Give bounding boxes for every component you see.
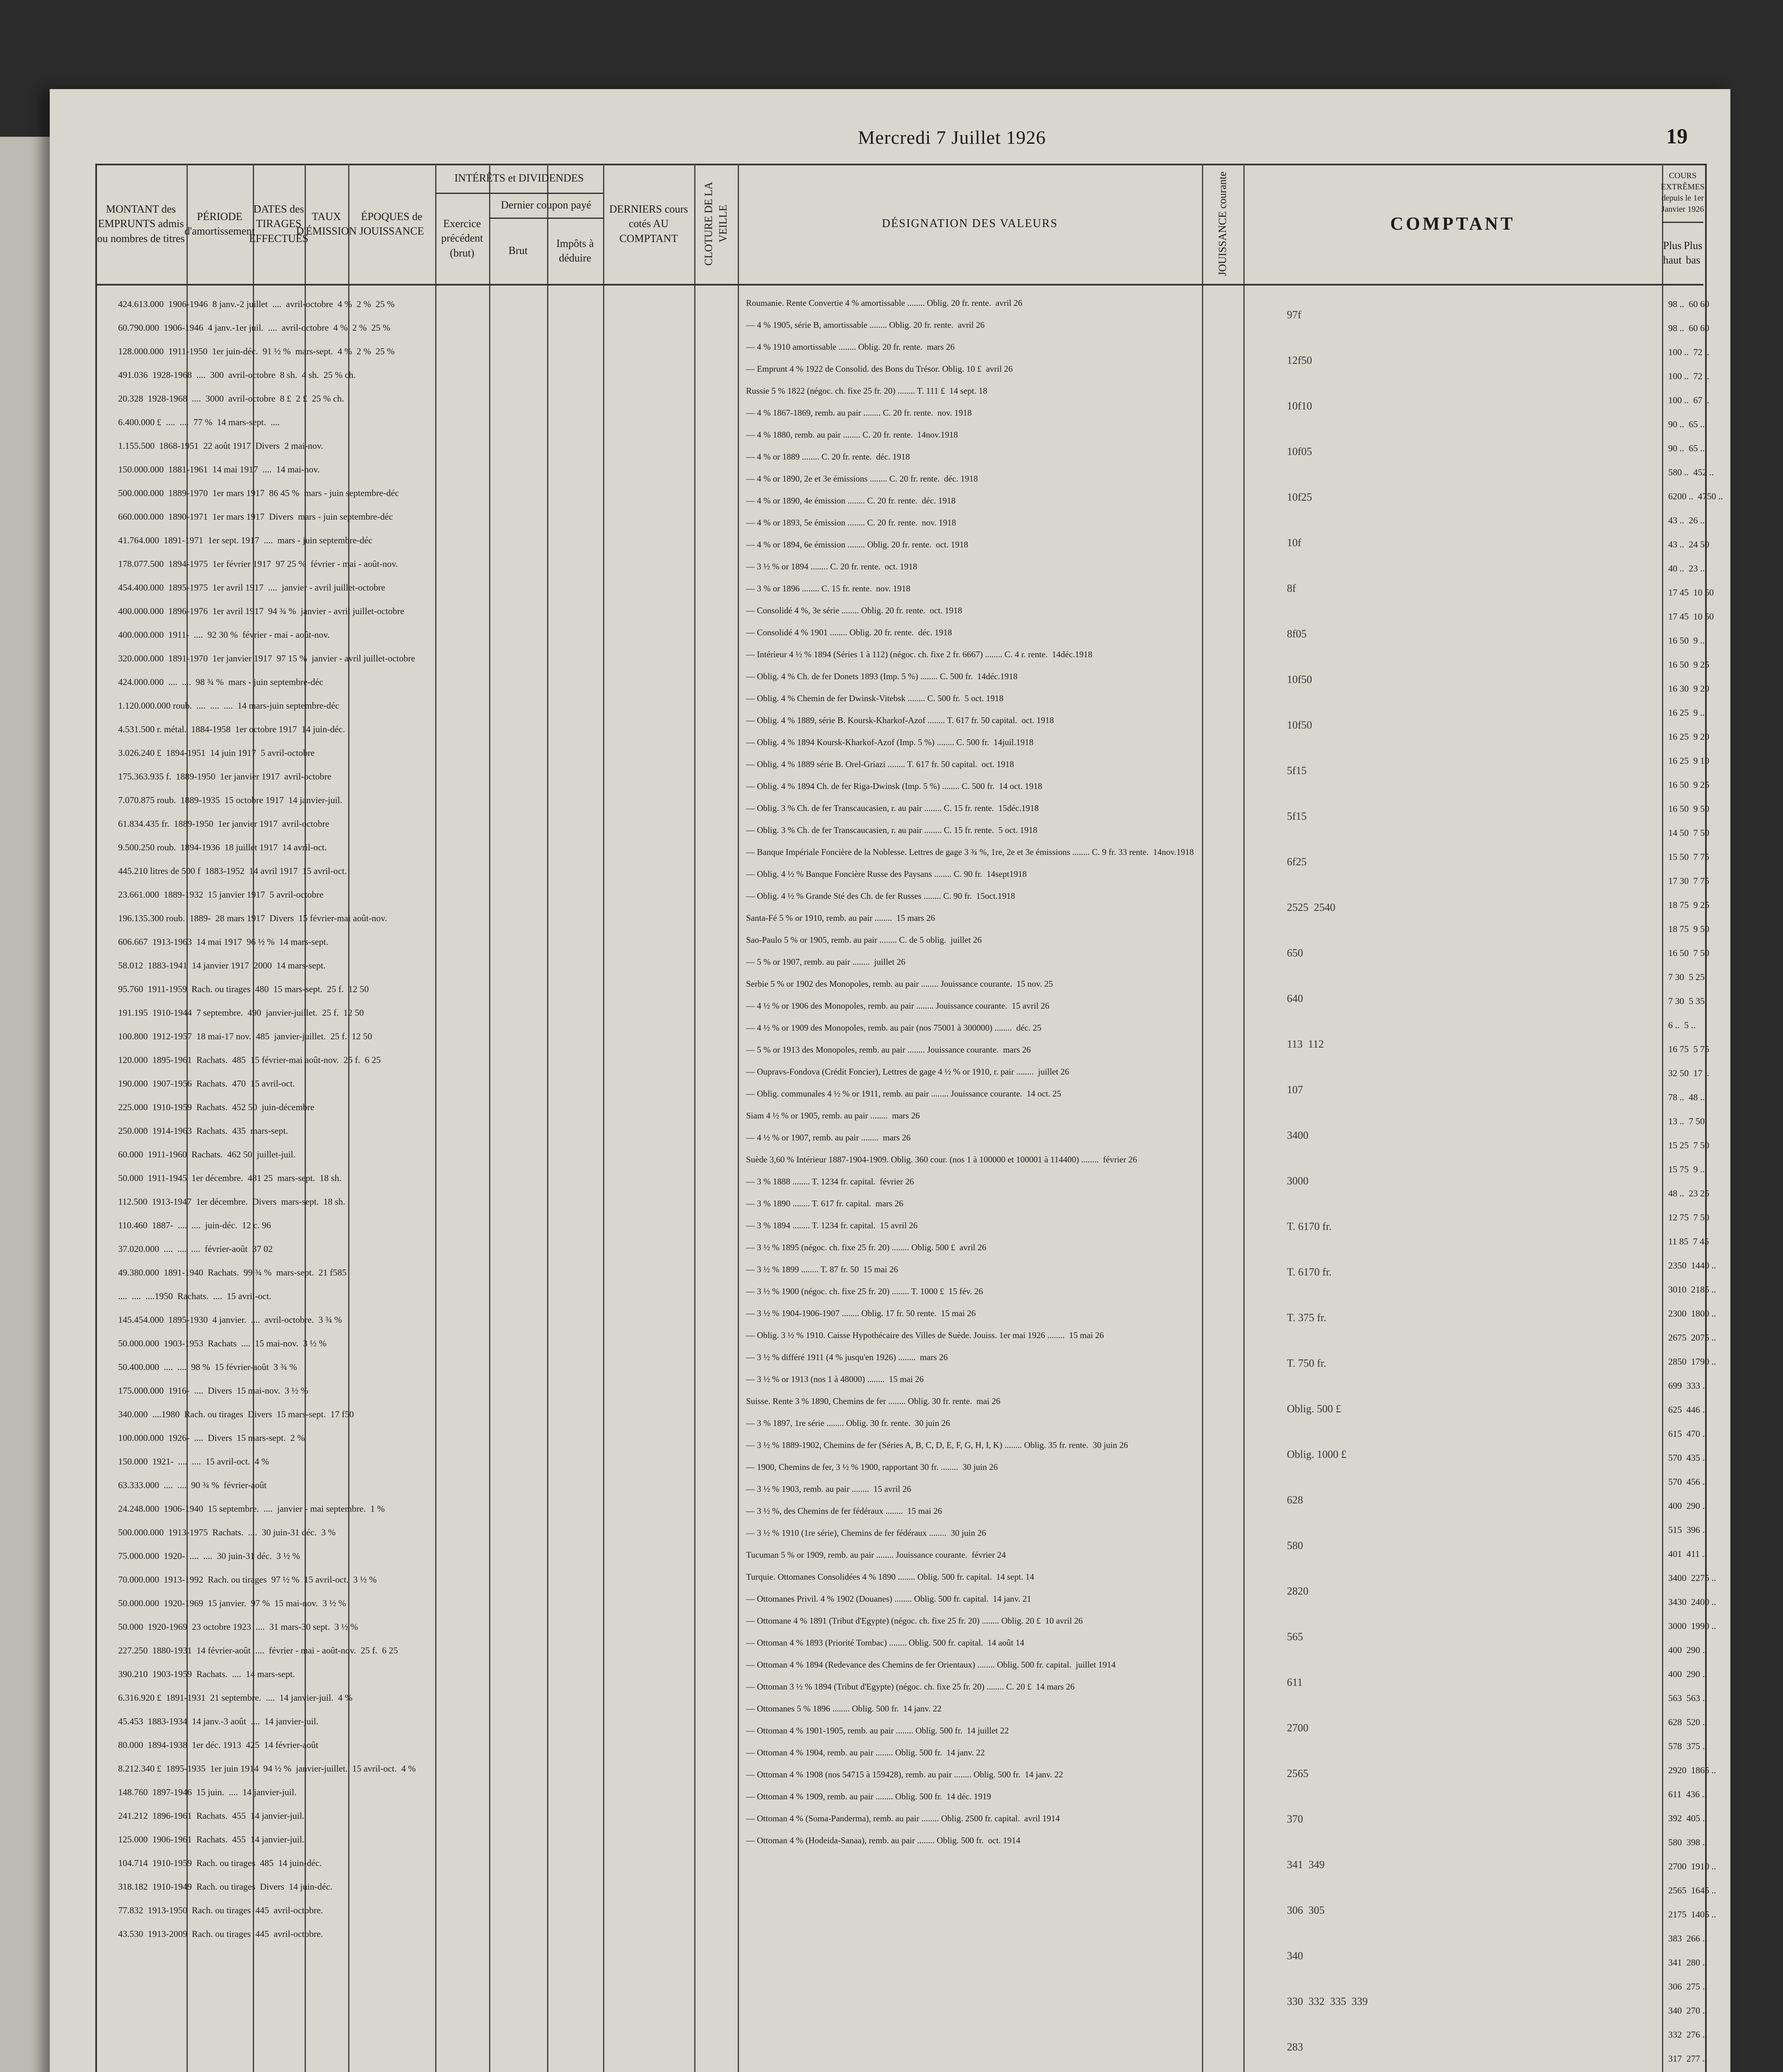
header-cloture-label: CLOTURE DE LA VEILLE — [703, 182, 729, 266]
newspaper-page — [50, 89, 1730, 2072]
header-derniers-cours: DERNIERS cours cotés AU COMPTANT — [603, 164, 694, 286]
header-impots: Impôts à déduire — [547, 218, 603, 286]
header-taux: TAUX D'ÉMISSION — [305, 164, 348, 286]
header-cours-extremes: COURS EXTRÊMES depuis le 1er Janvier 1926 — [1662, 164, 1703, 223]
header-epoques: ÉPOQUES de JOUISSANCE — [348, 164, 435, 286]
issue-details-block: 424.613.000 1906-1946 8 janv.-2 juillet .... avril-octobre 4 % 2 % 25 % 60.790.000 1906-1946 4 janv.-1er juil. .... avril-octobre 4 % 2 % 25 % 128.000.000 1911-1950 1er juin-déc. 91 ½ % mars-sept. 4 % 2 % 25 % 491.036 1928-1968 .... 300 avril-octobre 8 sh. 4 sh. 25 % ch. 20.328 1928-1968 .... 3000 avril-octobre 8 £ 2 £ 25 % ch. 6.400.000 £ .... .... 77 % 14 mars-sept. .... 1.155.500 1868-1951 22 août 1917 Divers 2 mai-nov. 150.000.000 1881-1961 14 mai 1917 .... 14 mai-nov. 500.000.000 1889-1970 1er mars 1917 86 45 % mars - juin septembre-déc 660.000.000 1890-1971 1er mars 1917 Divers mars - juin septembre-déc 41.764.000 1891-1971 1er sept. 1917 .... mars - juin septembre-déc 178.077.500 1894-1975 1er février 1917 97 25 % février - mai - août-nov. 454.400.000 1895-1975 1er avril 1917 .... janvier - avril juillet-octobre 400.000.000 1896-1976 1er avril 1917 94 ¾ % janvier - avril juillet-octobre 400.000.000 1911- .... 92 30 % février - mai - août-nov. 320.000.000 1891-1970 1er janvier 1917 97 15 % janvier - avril juillet-octobre 424.000.000 .... .... 98 ¾ % mars - juin septembre-déc 1.120.000.000 roub. .... .... .... 14 mars-juin septembre-déc 4.531.500 r. métal. 1884-1958 1er octobre 1917 14 juin-déc. 3.026.240 £ 1894-1951 14 juin 1917 5 avril-octobre 175.363.935 f. 1889-1950 1er janvier 1917 avril-octobre 7.070.875 roub. 1889-1935 15 octobre 1917 14 janvier-juil. 61.834.435 fr. 1889-1950 1er janvier 1917 avril-octobre 9.500.250 roub. 1894-1936 18 juillet 1917 14 avril-oct. 445.210 litres de 500 f 1883-1952 14 avril 1917 15 avril-oct. 23.661.000 1889-1932 15 janvier 1917 5 avril-octobre 196.135.300 roub. 1889- 28 mars 1917 Divers 15 février-mai août-nov. 606.667 1913-1963 14 mai 1917 96 ½ % 14 mars-sept. 58.012 1883-1941 14 janvier 1917 2000 14 mars-sept. 95.760 1911-1959 Rach. ou tirages 480 15 mars-sept. 25 f. 12 50 191.195 1910-1944 7 septembre. 490 janvier-juillet. 25 f. 12 50 100.800 1912-1957 18 mai-17 nov. 485 janvier-juillet. 25 f. 12 50 120.000 1895-1961 Rachats. 485 15 février-mai août-nov. 25 f. 6 25 190.000 1907-1956 Rachats. 470 15 avril-oct. 225.000 1910-1959 Rachats. 452 50 juin-décembre 250.000 1914-1963 Rachats. 435 mars-sept. 60.000 1911-1960 Rachats. 462 50 juillet-juil. 50.000 1911-1945 1er décembre. 481 25 mars-sept. 18 sh. 112.500 1913-1947 1er décembre. Divers mars-sept. 18 sh. 110.460 1887- .... .... juin-déc. 12 c. 96 37.020.000 .... .... .... février-août 37 02 49.380.000 1891-1940 Rachats. 99 ¾ % mars-sept. 21 f585 .... .... ....1950 Rachats. .... 15 avril-oct. 145.454.000 1895-1930 4 janvier. .... avril-octobre. 3 ¾ % 50.000.000 1903-1953 Rachats .... 15 mai-nov. 3 ½ % 50.400.000 .... .... 98 % 15 février-août 3 ¾ % 175.000.000 1916- .... Divers 15 mai-nov. 3 ½ % 340.000 ....1980 Rach. ou tirages Divers 15 mars-sept. 17 f50 100.000.000 1926- .... Divers 15 mars-sept. 2 % 150.000 1921- .... .... 15 avril-oct. 4 % 63.333.000 .... .... 90 ¾ % février-août 24.248.000 1906-1940 15 septembre. .... janvier - mai septembre. 1 % 500.000.000 1913-1975 Rachats. .... 30 juin-31 déc. 3 % 75.000.000 1920- .... .... 30 juin-31 déc. 3 ½ % 70.000.000 1913-1992 Rach. ou tirages 97 ½ % 15 avril-oct. 3 ½ % 50.000.000 1920-1969 15 janvier. 97 % 15 mai-nov. 3 ½ % 50.000 1920-1969 23 octobre 1923 .... 31 mars-30 sept. 3 ½ % 227.250 1880-1931 14 février-août .... février - mai - août-nov. 25 f. 6 25 390.210 1903-1959 Rachats. .... 14 mars-sept. 6.316.920 £ 1891-1931 21 septembre. .... 14 janvier-juil. 4 % 45.453 1883-1934 14 janv.-3 août .... 14 janvier-juil. 80.000 1894-1938 1er déc. 1913 425 14 février-août 8.212.340 £ 1895-1935 1er juin 1914 94 ½ % janvier-juillet. 15 avril-oct. 4 % 148.760 1897-1946 15 juin. .... 14 janvier-juil. 241.212 1896-1961 Rachats. 455 14 janvier-juil. 125.000 1906-1961 Rachats. 455 14 janvier-juil. 104.714 1910-1959 Rach. ou tirages 485 14 juin-déc. 318.182 1910-1949 Rach. ou tirages Divers 14 juin-déc. 77.832 1913-1950 Rach. ou tirages 445 avril-octobre. 43.530 1913-2009 Rach. ou tirages 445 avril-octobre. — [118, 299, 416, 1939]
header-plus-haut: Plus haut — [1663, 239, 1682, 266]
page-number: 19 — [1666, 125, 1688, 148]
comptant-title: COMPTANT — [1390, 213, 1515, 234]
header-dates: DATES des TIRAGES EFFECTUÉS — [253, 164, 305, 286]
header-plus — [1662, 222, 1703, 286]
comptant-block: 97f 12f50 10f10 10f05 10f25 10f 8f 8f05 10f50 10f50 5f15 5f15 6f25 2525 2540 650 640 113 112 107 3400 3000 T. 6170 fr. T. 6170 fr. T. 375 fr. T. 750 fr. Oblig. 500 £ Oblig. 1000 £ 628 580 2820 565 611 2700 2565 370 341 349 306 305 340 330 332 335 339 283 — [1287, 309, 1368, 2053]
column-rule — [1202, 164, 1203, 2072]
header-periode: PÉRIODE d'amortissement — [187, 164, 253, 286]
column-rule — [1662, 164, 1663, 2072]
extremes-block: 98 .. 60 60 98 .. 60 60 100 .. 72 .. 100 .. 72 .. 100 .. 67 .. 90 .. 65 .. 90 .. 65 .. 580 .. 452 .. 6200 .. 4750 .. 43 .. 26 .. 43 .. 24 50 40 .. 23 .. 17 45 10 50 17 45 10 50 16 50 9 .. 16 50 9 25 16 30 9 20 16 25 9 .. 16 25 9 20 16 25 9 10 16 50 9 25 16 50 9 50 14 50 7 50 15 50 7 75 17 30 7 75 18 75 9 25 18 75 9 50 16 50 7 50 7 30 5 25 7 30 5 35 6 .. 5 .. 16 75 5 75 32 50 17 .. 78 .. 48 .. 13 .. 7 50 15 25 7 50 15 75 9 .. 48 .. 23 25 12 75 7 50 11 85 7 45 2350 1440 .. 3010 2185 .. 2300 1800 .. 2675 2075 .. 2850 1790 .. 699 333 .. 625 446 .. 615 470 .. 570 435 .. 570 456 .. 400 290 .. 515 396 .. 401 411 .. 3400 2275 .. 3430 2400 .. 3000 1990 .. 400 290 .. 400 290 .. 563 563 .. 628 520 .. 578 375 .. 2920 1865 .. 611 436 .. 392 405 .. 580 398 .. 2700 1910 .. 2565 1645 .. 2175 1405 .. 383 266 .. 341 280 .. 306 275 .. 340 270 .. 332 276 .. 317 277 .. — [1668, 299, 1723, 2064]
header-cloture — [694, 164, 738, 286]
running-head: Mercredi 7 Juillet 1926 — [858, 127, 1046, 148]
header-plus-bas: Plus bas — [1684, 239, 1703, 266]
header-comptant — [1243, 164, 1662, 286]
header-jouissance — [1202, 164, 1243, 286]
designation-block: Roumanie. Rente Convertie 4 % amortissable ........ Oblig. 20 fr. rente. avril 26 — 4 % 1905, série B, amortissable ........ Oblig. 20 fr. rente. avril 26 — 4 % 1910 amortissable ........ Oblig. 20 fr. rente. mars 26 — Emprunt 4 % 1922 de Consolid. des Bons du Trésor. Oblig. 10 £ avril 26 Russie 5 % 1822 (négoc. ch. fixe 25 fr. 20) ........ T. 111 £ 14 sept. 18 — 4 % 1867-1869, remb. au pair ........ C. 20 fr. rente. nov. 1918 — 4 % 1880, remb. au pair ........ C. 20 fr. rente. 14nov.1918 — 4 % or 1889 ........ C. 20 fr. rente. déc. 1918 — 4 % or 1890, 2e et 3e émissions ........ C. 20 fr. rente. déc. 1918 — 4 % or 1890, 4e émission ........ C. 20 fr. rente. déc. 1918 — 4 % or 1893, 5e émission ........ C. 20 fr. rente. nov. 1918 — 4 % or 1894, 6e émission ........ Oblig. 20 fr. rente. oct. 1918 — 3 ½ % or 1894 ........ C. 20 fr. rente. oct. 1918 — 3 % or 1896 ........ C. 15 fr. rente. nov. 1918 — Consolidé 4 %, 3e série ........ Oblig. 20 fr. rente. oct. 1918 — Consolidé 4 % 1901 ........ Oblig. 20 fr. rente. déc. 1918 — Intérieur 4 ½ % 1894 (Séries 1 à 112) (négoc. ch. fixe 2 fr. 6667) ........ C. 4 r. rente. 14déc.1918 — Oblig. 4 % Ch. de fer Donets 1893 (Imp. 5 %) ........ C. 500 fr. 14déc.1918 — Oblig. 4 % Chemin de fer Dwinsk-Vitebsk ........ C. 500 fr. 5 oct. 1918 — Oblig. 4 % 1889, série B. Koursk-Kharkof-Azof ........ T. 617 fr. 50 capital. oct. 1918 — Oblig. 4 % 1894 Koursk-Kharkof-Azof (Imp. 5 %) ........ C. 500 fr. 14juil.1918 — Oblig. 4 % 1889 série B. Orel-Griazi ........ T. 617 fr. 50 capital. oct. 1918 — Oblig. 4 % 1894 Ch. de fer Riga-Dwinsk (Imp. 5 %) ........ C. 500 fr. 14 oct. 1918 — Oblig. 3 % Ch. de fer Transcaucasien, r. au pair ........ C. 15 fr. rente. 15déc.1918 — Oblig. 3 % Ch. de fer Transcaucasien, r. au pair ........ C. 15 fr. rente. 5 oct. 1918 — Banque Impériale Foncière de la Noblesse. Lettres de gage 3 ¾ %, 1re, 2e et 3e émissions ........ C. 9 fr. 33 rente. 14nov.1918 — Oblig. 4 ½ % Banque Foncière Russe des Paysans ........ C. 90 fr. 14sept1918 — Oblig. 4 ½ % Grande Sté des Ch. de fer Russes ........ C. 90 fr. 15oct.1918 Santa-Fé 5 % or 1910, remb. au pair ........ 15 mars 26 Sao-Paulo 5 % or 1905, remb. au pair ........ C. de 5 oblig. juillet 26 — 5 % or 1907, remb. au pair ........ juillet 26 Serbie 5 % or 1902 des Monopoles, remb. au pair ........ Jouissance courante. 15 nov. 25 — 4 ½ % or 1906 des Monopoles, remb. au pair ........ Jouissance courante. 15 avril 26 — 4 ½ % or 1909 des Monopoles, remb. au pair (nos 75001 à 300000) ........ déc. 25 — 5 % or 1913 des Monopoles, remb. au pair ........ Jouissance courante. mars 26 — Oupravs-Fondova (Crédit Foncier), Lettres de gage 4 ½ % or 1910, r. pair ........ juillet 26 — Oblig. communales 4 ½ % or 1911, remb. au pair ........ Jouissance courante. 14 oct. 25 Siam 4 ½ % or 1905, remb. au pair ........ mars 26 — 4 ½ % or 1907, remb. au pair ........ mars 26 Suède 3,60 % Intérieur 1887-1904-1909. Oblig. 360 cour. (nos 1 à 100000 et 100001 à 114400) ........ février 26 — 3 % 1888 ........ T. 1234 fr. capital. février 26 — 3 % 1890 ........ T. 617 fr. capital. mars 26 — 3 % 1894 ........ T. 1234 fr. capital. 15 avril 26 — 3 ½ % 1895 (négoc. ch. fixe 25 fr. 20) ........ Oblig. 500 £ avril 26 — 3 ½ % 1899 ........ T. 87 fr. 50 15 mai 26 — 3 ½ % 1900 (négoc. ch. fixe 25 fr. 20) ........ T. 1000 £ 15 fév. 26 — 3 ½ % 1904-1906-1907 ........ Oblig. 17 fr. 50 rente. 15 mai 26 — Oblig. 3 ½ % 1910. Caisse Hypothécaire des Villes de Suède. Jouiss. 1er mai 1926 ........ 15 mai 26 — 3 ½ % différé 1911 (4 % jusqu'en 1926) ........ mars 26 — 3 ½ % or 1913 (nos 1 à 48000) ........ 15 mai 26 Suisse. Rente 3 % 1890, Chemins de fer ........ Oblig. 30 fr. rente. mai 26 — 3 % 1897, 1re série ........ Oblig. 30 fr. rente. 30 juin 26 — 3 ½ % 1889-1902, Chemins de fer (Séries A, B, C, D, E, F, G, H, I, K) ........ Oblig. 35 fr. rente. 30 juin 26 — 1900, Chemins de fer, 3 ½ % 1900, rapportant 30 fr. ........ 30 juin 26 — 3 ½ % 1903, remb. au pair ........ 15 avril 26 — 3 ½ %, des Chemins de fer fédéraux ........ 15 mai 26 — 3 ½ % 1910 (1re série), Chemins de fer fédéraux ........ 30 juin 26 Tucuman 5 % or 1909, remb. au pair ........ Jouissance courante. février 24 Turquie. Ottomanes Consolidées 4 % 1890 ........ Oblig. 500 fr. capital. 14 sept. 14 — Ottomanes Privil. 4 % 1902 (Douanes) ........ Oblig. 500 fr. capital. 14 janv. 21 — Ottomane 4 % 1891 (Tribut d'Egypte) (négoc. ch. fixe 25 fr. 20) ........ Oblig. 20 £ 10 avril 26 — Ottoman 4 % 1893 (Priorité Tombac) ........ Oblig. 500 fr. capital. 14 août 14 — Ottoman 4 % 1894 (Redevance des Chemins de fer Orientaux) ........ Oblig. 500 fr. capital. juillet 1914 — Ottoman 3 ½ % 1894 (Tribut d'Egypte) (négoc. ch. fixe 25 fr. 20) ........ C. 20 £ 14 mars 26 — Ottomanes 5 % 1896 ........ Oblig. 500 fr. 14 janv. 22 — Ottoman 4 % 1901-1905, remb. au pair ........ Oblig. 500 fr. 14 juillet 22 — Ottoman 4 % 1904, remb. au pair ........ Oblig. 500 fr. 14 janv. 22 — Ottoman 4 % 1908 (nos 54715 à 159428), remb. au pair ........ Oblig. 500 fr. 14 janv. 22 — Ottoman 4 % 1909, remb. au pair ........ Oblig. 500 fr. 14 déc. 1919 — Ottoman 4 % (Soma-Panderma), remb. au pair ........ Oblig. 2500 fr. capital. avril 1914 — Ottoman 4 % (Hodeida-Sanaa), remb. au pair ........ Oblig. 500 fr. oct. 1914 — [746, 298, 1194, 1845]
previous-page-edge — [0, 137, 50, 2072]
header-dernier-coupon: Dernier coupon payé — [489, 193, 603, 219]
header-designation: DÉSIGNATION DES VALEURS — [738, 164, 1202, 286]
header-jouissance-label: JOUISSANCE courante — [1216, 171, 1229, 276]
column-rule — [1243, 164, 1245, 2072]
header-brut: Brut — [489, 218, 547, 286]
header-exercice: Exercice précédent (brut) — [435, 193, 489, 286]
header-interets: INTÉRÊTS et DIVIDENDES — [435, 164, 603, 194]
header-montant: MONTANT des EMPRUNTS admis ou nombres de titres — [95, 164, 187, 286]
